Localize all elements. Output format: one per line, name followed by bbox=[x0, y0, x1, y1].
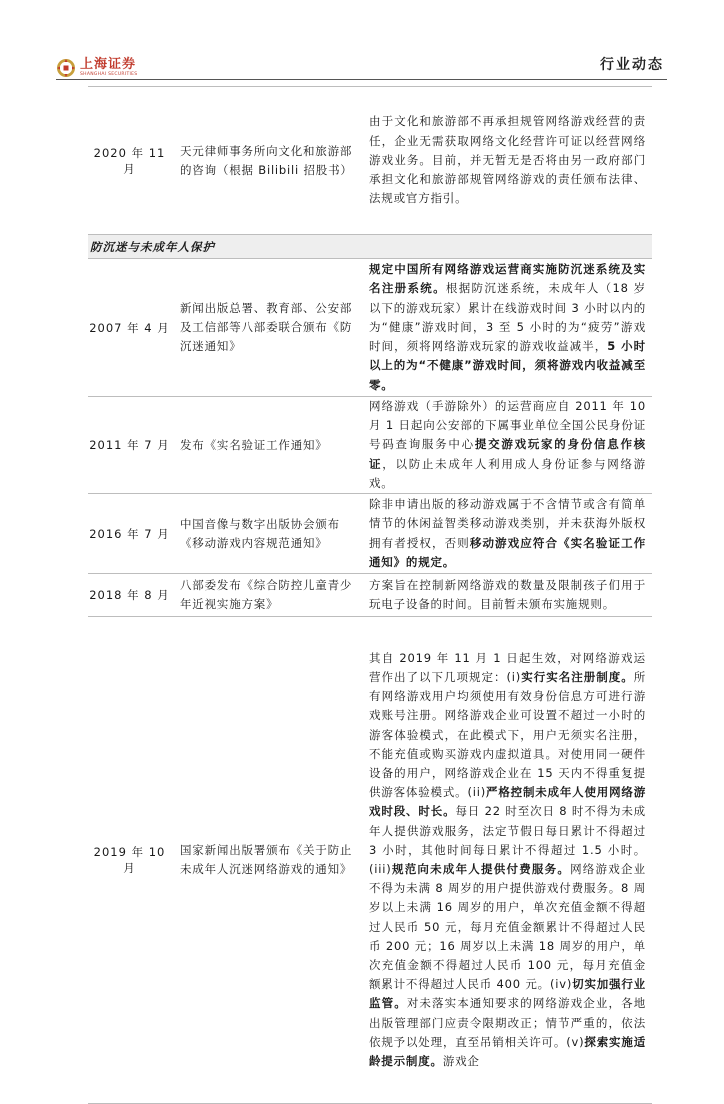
regulation-row bbox=[88, 574, 652, 617]
regulation-row bbox=[88, 259, 652, 397]
detail-text: 网络游戏（手游除外）的运营商应自 2011 年 10 月 1 日起向公安部的下属事业单位全国公民身份证号码查询服务中心 bbox=[369, 399, 646, 452]
row-detail bbox=[362, 617, 652, 1104]
detail-text: 网络游戏企业不得为未满 8 周岁的用户提供游戏付费服务。8 周岁以上未满 16 周岁的用户，单次充值金额不得超过人民币 50 元，每月充值金额累计不得超过人民币 200 元；16 周岁以上未满 18 周岁的用户，单次充值金额不得超过人民币 100 元，每月充值金额累计不得超过人民币 400 元。(iv) bbox=[369, 862, 646, 992]
detail-emphasis: 严格控制未成年人使用网络游戏时段、时长。 bbox=[369, 785, 646, 819]
detail-text: ，以防止未成年人利用成人身份证参与网络游戏。 bbox=[369, 456, 646, 490]
row-detail bbox=[362, 574, 652, 617]
row-event: 发布《实名验证工作通知》 bbox=[171, 397, 362, 494]
detail-text: 对未落实本通知要求的网络游戏企业，各地出版管理部门应责令限期改正；情节严重的，依法依规予以处理，直至吊销相关许可。(v) bbox=[369, 996, 647, 1049]
detail-emphasis: 规范向未成年人提供付费服务。 bbox=[391, 862, 571, 877]
detail-text: 方案旨在控制新网络游戏的数量及限制孩子们用于玩电子设备的时间。目前暂未颁布实施规则。 bbox=[369, 577, 646, 612]
row-event: 新闻出版总署、教育部、公安部及工信部等八部委联合颁布《防沉迷通知》 bbox=[171, 259, 362, 397]
regulation-row bbox=[88, 397, 652, 494]
row-date: 2007 年 4 月 bbox=[88, 259, 171, 397]
row-detail bbox=[362, 494, 652, 574]
detail-text: 每日 22 时至次日 8 时不得为未成年人提供游戏服务，法定节假日每日累计不得超过 3 小时，其他时间每日累计不得超过 1.5 小时。(iii) bbox=[369, 804, 646, 877]
row-event: 中国音像与数字出版协会颁布《移动游戏内容规范通知》 bbox=[171, 494, 362, 574]
row-event: 八部委发布《综合防控儿童青少年近视实施方案》 bbox=[171, 574, 362, 617]
row-date: 2019 年 10 月 bbox=[88, 617, 171, 1104]
page-header bbox=[0, 0, 724, 86]
row-date: 2016 年 7 月 bbox=[88, 494, 171, 574]
row-event: 国家新闻出版署颁布《关于防止未成年人沉迷网络游戏的通知》 bbox=[171, 617, 362, 1104]
detail-text: 除非申请出版的移动游戏属于不含情节或含有简单情节的休闲益智类移动游戏类别，并未获海外版权拥有者授权，否则 bbox=[369, 497, 646, 550]
row-date: 2020 年 11 月 bbox=[88, 87, 171, 235]
regulation-row bbox=[88, 494, 652, 574]
detail-emphasis: 探索实施适龄提示制度。 bbox=[369, 1034, 646, 1069]
logo-chinese-name: 上海证券 bbox=[80, 57, 137, 73]
row-detail bbox=[362, 397, 652, 494]
detail-text: 由于文化和旅游部不再承担规管网络游戏经营的责任，企业无需获取网络文化经营许可证以经营网络游戏业务。目前，并无暂无是否将由另一政府部门承担文化和旅游部规管网络游戏的责任颁布法律、法规或官方指引。 bbox=[369, 114, 646, 206]
section-header-row bbox=[88, 235, 652, 259]
regulation-row bbox=[88, 87, 652, 235]
detail-text: 其自 2019 年 11 月 1 日起生效，对网络游戏运营作出了以下几项规定：(i) bbox=[369, 650, 646, 684]
header-divider bbox=[56, 79, 667, 80]
logo-english-name: SHANGHAI SECURITIES bbox=[80, 72, 138, 78]
logo-emblem-icon bbox=[56, 58, 76, 78]
regulation-table bbox=[88, 86, 652, 1104]
row-date: 2011 年 7 月 bbox=[88, 397, 171, 494]
company-logo bbox=[56, 54, 137, 82]
row-detail bbox=[362, 259, 652, 397]
detail-emphasis: 提交游戏玩家的身份信息作核证 bbox=[369, 437, 646, 471]
regulation-row bbox=[88, 617, 652, 1104]
detail-emphasis: 实行实名注册制度。 bbox=[521, 669, 634, 684]
detail-emphasis: 5 小时以上的为“不健康”游戏时间，须将游戏内收益减至零。 bbox=[369, 339, 646, 392]
row-detail bbox=[362, 87, 652, 235]
report-section-label: 行业动态 bbox=[600, 57, 664, 73]
detail-text: 游戏企 bbox=[442, 1054, 480, 1069]
detail-emphasis: 移动游戏应符合《实名验证工作通知》的规定。 bbox=[369, 535, 646, 569]
row-date: 2018 年 8 月 bbox=[88, 574, 171, 617]
section-title: 防沉迷与未成年人保护 bbox=[88, 235, 652, 259]
detail-emphasis: 切实加强行业监管。 bbox=[369, 977, 646, 1011]
detail-emphasis: 规定中国所有网络游戏运营商实施防沉迷系统及实名注册系统。 bbox=[369, 262, 646, 296]
detail-text: 所有网络游戏用户均须使用有效身份信息方可进行游戏账号注册。网络游戏企业可设置不超过一小时的游客体验模式，在此模式下，用户无须实名注册，不能充值或购买游戏内虚拟道具。对使用同一硬件设备的用户，网络游戏企业在 15 天内不得重复提供游客体验模式。(ii) bbox=[369, 669, 646, 800]
row-event: 天元律师事务所向文化和旅游部的咨询（根据 Bilibili 招股书） bbox=[171, 87, 362, 235]
detail-text: 根据防沉迷系统，未成年人（18 岁以下的游戏玩家）累计在线游戏时间 3 小时以内的为“健康”游戏时间，3 至 5 小时的为“疲劳”游戏时间，须将网络游戏玩家的游戏收益减半， bbox=[369, 281, 646, 354]
